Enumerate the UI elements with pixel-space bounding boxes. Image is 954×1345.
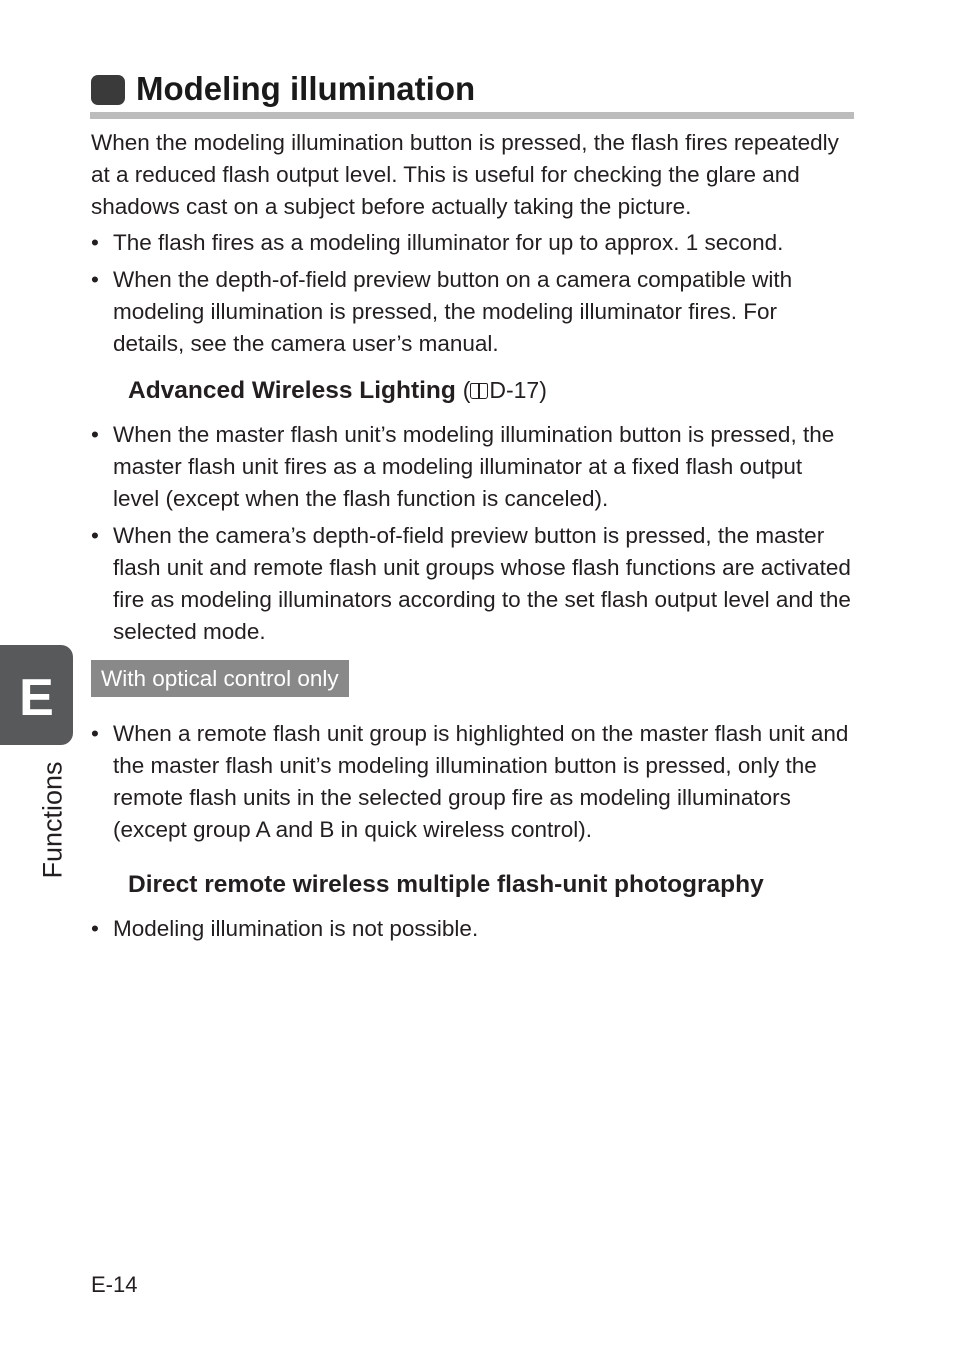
list-item: [91, 520, 853, 648]
list-item: [91, 419, 853, 515]
book-icon: [470, 383, 488, 399]
drw-subheading: Direct remote wireless multiple flash-unit photography: [128, 871, 764, 898]
awl-title: Advanced Wireless Lighting: [128, 377, 456, 404]
page-number: E-14: [91, 1272, 138, 1297]
list-item-text: The flash fires as a modeling illuminator for up to approx. 1 second.: [113, 230, 784, 255]
awl-page-reference[interactable]: [463, 377, 547, 403]
optical-control-label: With optical control only: [91, 660, 349, 697]
bullet-marker: •: [91, 230, 99, 255]
awl-subheading: [128, 377, 547, 405]
list-item-text: When the depth-of-field preview button on a camera compatible with modeling illumination is pressed, the modeling illuminator fires. For details, see the camera user’s manual.: [113, 267, 793, 356]
list-item: [91, 913, 853, 945]
ref-page: D-17): [489, 377, 547, 403]
list-item-text: Modeling illumination is not possible.: [113, 916, 479, 941]
list-item: [91, 227, 853, 259]
list-item: [91, 264, 853, 360]
chapter-label: Functions: [37, 761, 68, 879]
optical-bullet-list: [91, 718, 853, 851]
intro-bullet-list: [91, 227, 853, 365]
bullet-marker: •: [91, 721, 99, 746]
ref-open-paren: (: [462, 377, 471, 403]
list-item-text: When the camera’s depth-of-field preview button is pressed, the master flash unit and remote flash unit groups whose flash functions are activated fire as modeling illuminators according to the set flash output level and the selected mode.: [113, 523, 851, 644]
list-item-text: When a remote flash unit group is highlighted on the master flash unit and the master flash unit’s modeling illumination button is pressed, only the remote flash units in the selected group fire as modeling illuminators (except group A and B in quick wireless control).: [113, 721, 849, 842]
bullet-marker: •: [91, 523, 99, 548]
drw-bullet-list: [91, 913, 853, 950]
page-title: Modeling illumination: [136, 70, 476, 107]
heading-divider: [90, 112, 854, 119]
chapter-tab[interactable]: [0, 645, 73, 745]
list-item-text: When the master flash unit’s modeling illumination button is pressed, the master flash unit fires as a modeling illuminator at a fixed flash output level (except when the flash function is canceled).: [113, 422, 835, 511]
chapter-tab-letter: E: [19, 669, 54, 727]
awl-bullet-list: [91, 419, 853, 653]
intro-paragraph: When the modeling illumination button is pressed, the flash fires repeatedly at a reduced flash output level. This is useful for checking the glare and shadows cast on a subject before actually taking the picture.: [91, 130, 839, 219]
bullet-marker: •: [91, 916, 99, 941]
list-item: [91, 718, 853, 846]
bullet-marker: •: [91, 422, 99, 447]
bullet-marker: •: [91, 267, 99, 292]
heading-marker-icon: [91, 75, 125, 105]
